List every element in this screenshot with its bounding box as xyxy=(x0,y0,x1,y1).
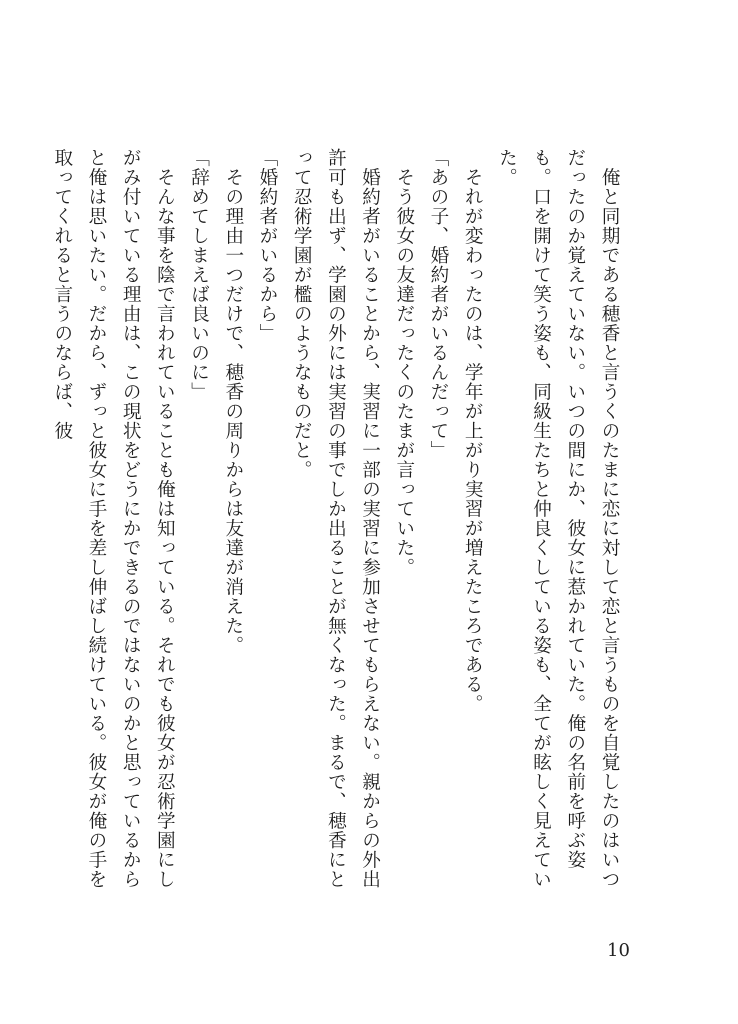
paragraph-7: その理由一つだけで、穂香の周りからは友達が消えた。 xyxy=(222,148,244,655)
page-number: 10 xyxy=(607,940,630,961)
paragraph-2: それが変わったのは、学年が上がり実習が増えたころである。 xyxy=(462,148,484,714)
paragraph-6: 「婚約者がいるから」 xyxy=(256,148,278,343)
paragraph-3: 「あの子、婚約者がいるんだって」 xyxy=(427,148,449,460)
paragraph-5: 婚約者がいることから、実習に一部の実習に参加させてもらえない。親からの外出許可も出ず、学園の外には実習の事でしか出ることが無くなった。まるで、穂香にとって忍術学園が檻のようなものだと。 xyxy=(291,148,381,889)
paragraph-8: 「辞めてしまえば良いのに」 xyxy=(188,148,210,402)
paragraph-1: 俺と同期である穂香と言うくのたまに恋に対して恋と言うものを自覚したのはいつだったのか覚えていない。いつの間にか、彼女に惹かれていた。俺の名前を呼ぶ姿も。口を開けて笑う姿も、同級生たちと仲良くしている姿も、全てが眩しく見えていた。 xyxy=(496,148,620,889)
paragraph-4: そう彼女の友達だったくのたまが言っていた。 xyxy=(393,148,415,577)
paragraph-9: そんな事を陰で言われていることも俺は知っている。それでも彼女が忍術学園にしがみ付いている理由は、この現状をどうにかできるのではないのかと思っているからと俺は思いたい。だから、ずっと彼女に手を差し伸ばし続けている。彼女が俺の手を取ってくれると言うのならば、彼 xyxy=(51,148,176,889)
body-text xyxy=(45,148,626,908)
